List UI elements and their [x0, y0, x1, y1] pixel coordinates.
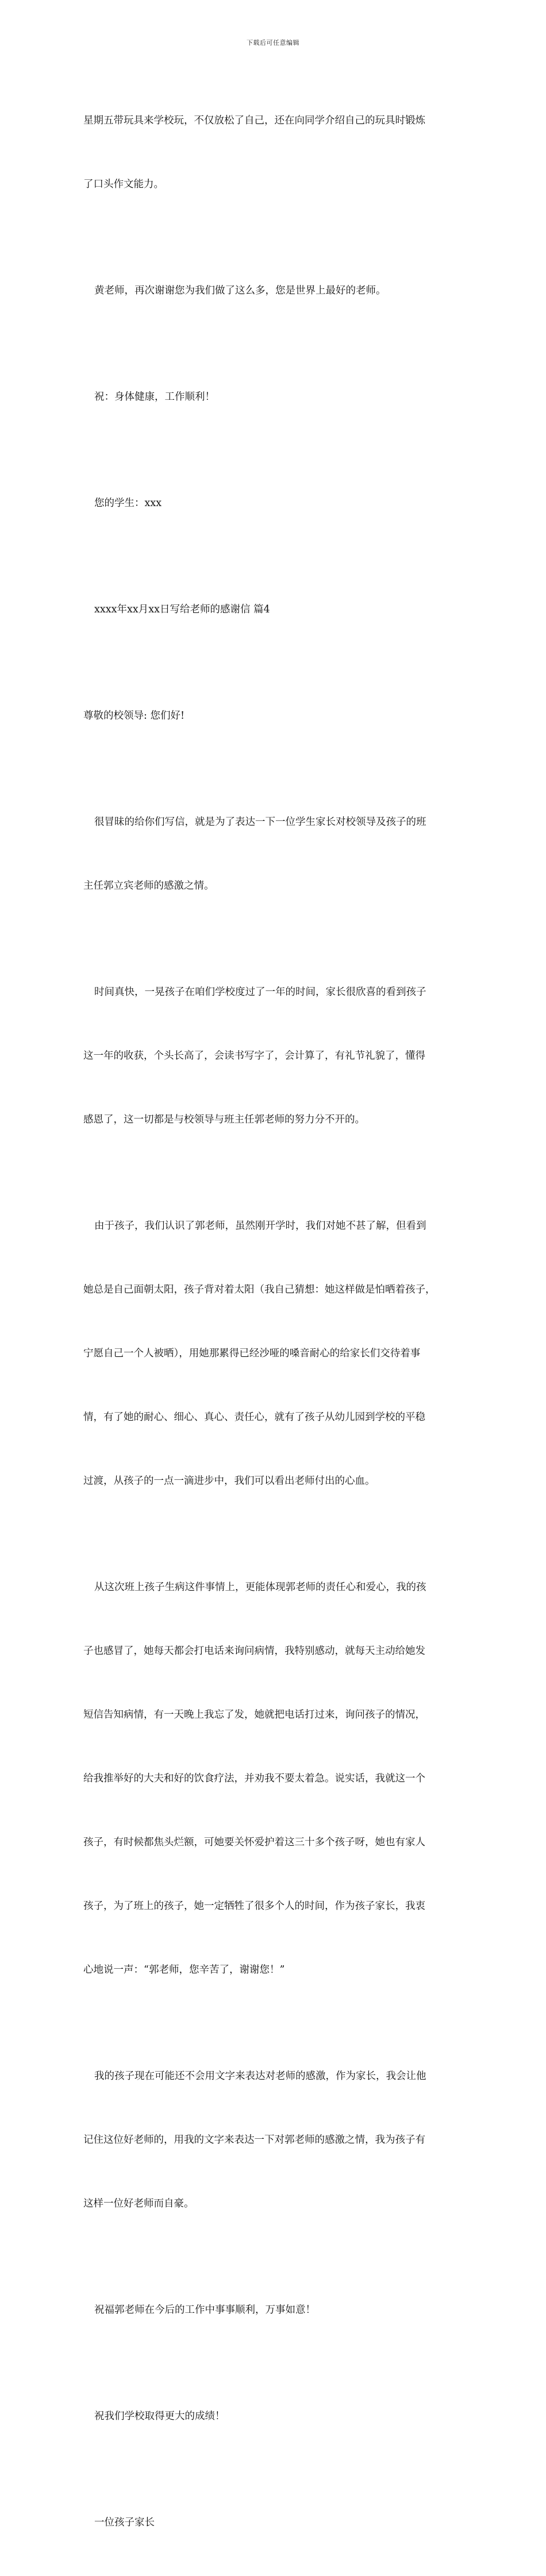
text-line: 情，有了她的耐心、细心、真心、责任心，就有了孩子从幼儿园到学校的平稳	[83, 1412, 425, 1423]
text-line: 时间真快，一晃孩子在咱们学校度过了一年的时间，家长很欣喜的看到孩子	[94, 986, 426, 998]
text-line: 短信告知病情，有一天晚上我忘了发，她就把电话打过来，询问孩子的情况，	[83, 1709, 425, 1721]
text-line: 过渡，从孩子的一点一滴进步中，我们可以看出老师付出的心血。	[83, 1475, 375, 1487]
paragraph	[83, 1173, 474, 1534]
text-line: 心地说一声：“郭老师，您辛苦了，谢谢您！”	[83, 1964, 285, 1976]
paragraph	[83, 939, 474, 1173]
text-line: 由于孩子，我们认识了郭老师，虽然刚开学时，我们对她不甚了解，但看到	[94, 1220, 426, 1232]
text-line: 尊敬的校领导: 您们好!	[83, 710, 184, 722]
text-line: 星期五带玩具来学校玩，不仅放松了自己，还在向同学介绍自己的玩具时锻炼	[83, 115, 425, 126]
paragraph	[83, 769, 474, 939]
closing-wish	[83, 2363, 474, 2470]
text-line: 这样一位好老师而自豪。	[83, 2198, 194, 2209]
paragraph	[83, 68, 474, 238]
text-line: xxxx年xx月xx日写给老师的感谢信 篇4	[94, 604, 270, 615]
text-line: 祝福郭老师在今后的工作中事事顺利，万事如意！	[94, 2304, 316, 2316]
text-line: 记住这位好老师的，用我的文字来表达一下对郭老师的感激之情，我为孩子有	[83, 2134, 425, 2146]
signature-line	[83, 450, 474, 557]
salutation	[83, 663, 474, 769]
closing-wish	[83, 2257, 474, 2363]
text-line: 子也感冒了，她每天都会打电话来询问病情，我特别感动，就每天主动给她发	[83, 1645, 425, 1657]
section-title	[83, 557, 474, 663]
text-line: 感恩了，这一切都是与校领导与班主任郭老师的努力分不开的。	[83, 1114, 365, 1125]
text-line: 主任郭立宾老师的感激之情。	[83, 880, 214, 892]
text-line: 您的学生：xxx	[94, 498, 162, 509]
signature-line	[83, 2470, 474, 2576]
header-note: 下载后可任意编辑	[247, 39, 299, 47]
text-line: 很冒昧的给你们写信，就是为了表达一下一位学生家长对校领导及孩子的班	[94, 816, 426, 828]
text-line: 这一年的收获，个头长高了，会读书写字了，会计算了，有礼节礼貌了，懂得	[83, 1050, 425, 1062]
document-body	[83, 68, 474, 2576]
text-line: 黄老师，再次谢谢您为我们做了这么多，您是世界上最好的老师。	[94, 285, 386, 296]
text-line: 我的孩子现在可能还不会用文字来表达对老师的感激，作为家长，我会让他	[94, 2070, 426, 2082]
text-line: 了口头作文能力。	[83, 179, 164, 190]
paragraph	[83, 238, 474, 344]
paragraph	[83, 1534, 474, 2023]
text-line: 祝我们学校取得更大的成绩！	[94, 2411, 225, 2422]
text-line: 给我推举好的大夫和好的饮食疗法，并劝我不要太着急。说实话，我就这一个	[83, 1773, 425, 1784]
text-line: 祝：身体健康，工作顺利！	[94, 391, 215, 403]
text-line: 孩子，有时候都焦头烂额，可她要关怀爱护着这三十多个孩子呀，她也有家人	[83, 1837, 425, 1848]
text-line: 她总是自己面朝太阳，孩子背对着太阳（我自己猜想：她这样做是怕晒着孩子，	[83, 1284, 436, 1295]
paragraph	[83, 2023, 474, 2257]
paragraph	[83, 344, 474, 450]
text-line: 宁愿自己一个人被晒），用她那累得已经沙哑的嗓音耐心的给家长们交待着事	[83, 1348, 421, 1359]
text-line: 一位孩子家长	[94, 2517, 155, 2528]
text-line: 从这次班上孩子生病这件事情上，更能体现郭老师的责任心和爱心，我的孩	[94, 1582, 426, 1593]
text-line: 孩子，为了班上的孩子，她一定牺牲了很多个人的时间，作为孩子家长，我衷	[83, 1900, 425, 1912]
